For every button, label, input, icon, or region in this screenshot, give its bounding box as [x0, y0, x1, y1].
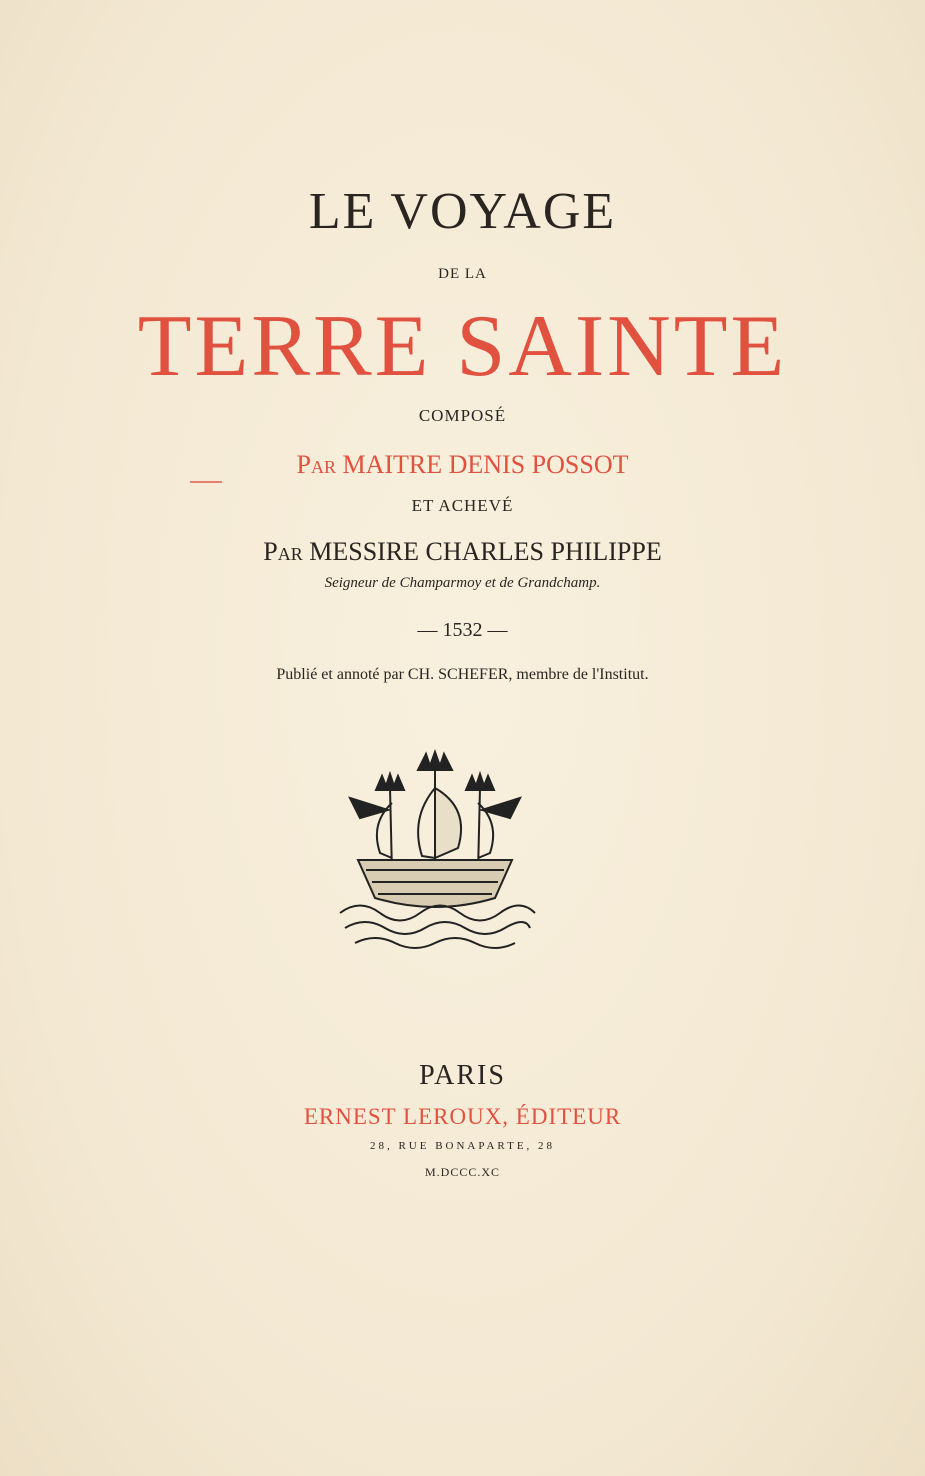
red-mark	[190, 481, 222, 483]
title-line-1: LE VOYAGE	[308, 183, 617, 240]
title-line-2: DE LA	[438, 266, 487, 282]
title-line-3: TERRE SAINTE	[137, 298, 788, 395]
author-1: Par MAITRE DENIS POSSOT	[296, 450, 629, 479]
imprint-city: PARIS	[419, 1060, 506, 1091]
imprint-publisher: ERNEST LEROUX, ÉDITEUR	[303, 1104, 622, 1129]
compose-label: COMPOSÉ	[418, 406, 507, 425]
author-2-title: Seigneur de Champarmoy et de Grandchamp.	[324, 575, 601, 591]
year: — 1532 —	[417, 619, 508, 641]
imprint-date: M.DCCC.XC	[424, 1165, 501, 1179]
imprint-address: 28, RUE BONAPARTE, 28	[369, 1140, 556, 1152]
author-2: Par MESSIRE CHARLES PHILIPPE	[263, 537, 662, 566]
acheve-label: ET ACHEVÉ	[411, 496, 514, 515]
ship-emblem-icon	[330, 748, 540, 958]
editor-note: Publié et annoté par CH. SCHEFER, membre de l'Institut.	[276, 666, 649, 683]
